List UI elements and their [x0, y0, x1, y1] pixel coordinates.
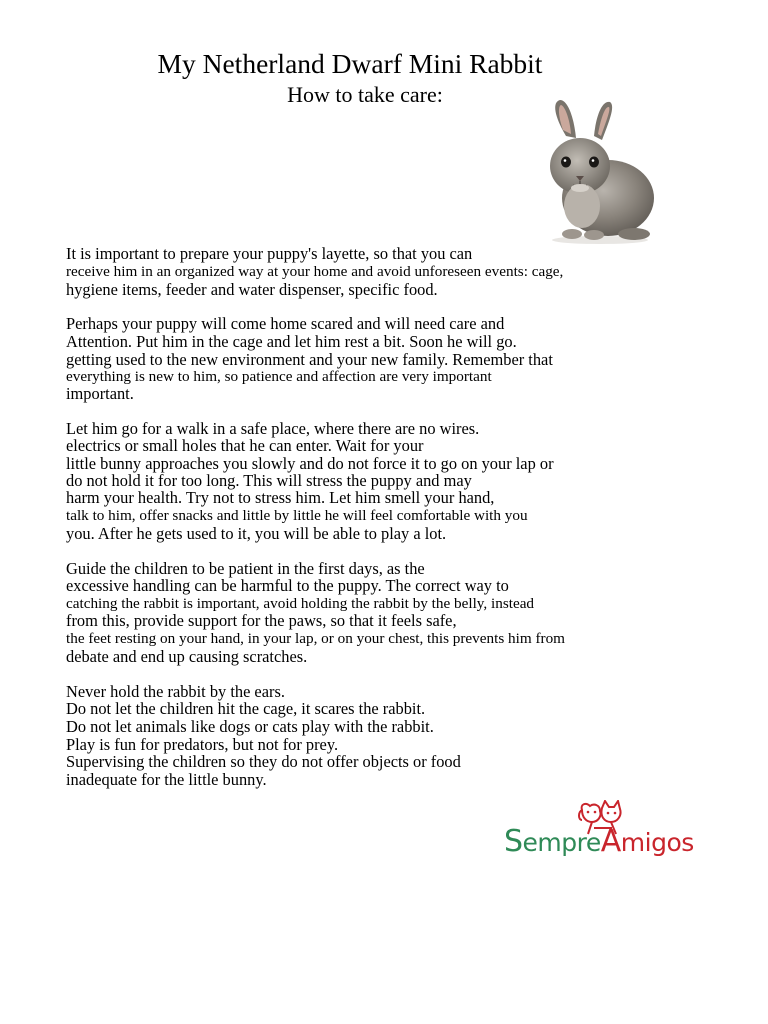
body-text-line: debate and end up causing scratches. [66, 647, 308, 666]
body-text-line: Guide the children to be patient in the first days, as the [66, 559, 425, 578]
body-text-line: from this, provide support for the paws, so that it feels safe, [66, 611, 457, 630]
page-title: My Netherland Dwarf Mini Rabbit [157, 48, 543, 79]
body-text-line: electrics or small holes that he can enter. Wait for your [66, 436, 424, 455]
body-text-line: Play is fun for predators, but not for prey. [66, 735, 339, 754]
page-subtitle: How to take care: [287, 82, 443, 107]
sempre-amigos-logo [500, 800, 694, 864]
body-text-line: you. After he gets used to it, you will be able to play a lot. [66, 524, 447, 543]
body-text-line: Do not let the children hit the cage, it scares the rabbit. [66, 699, 426, 718]
body-text-line: Supervising the children so they do not offer objects or food [66, 752, 461, 771]
body-text-line: receive him in an organized way at your home and avoid unforeseen events: cage, [66, 263, 564, 280]
body-text-line: excessive handling can be harmful to the puppy. The correct way to [66, 576, 509, 595]
body-text-line: Do not let animals like dogs or cats play with the rabbit. [66, 717, 434, 736]
body-text-line: inadequate for the little bunny. [66, 770, 267, 789]
body-text-line: Perhaps your puppy will come home scared and will need care and [66, 314, 505, 333]
logo-wordmark: SempreAmigos [504, 824, 694, 859]
rabbit-image [538, 96, 662, 244]
body-text-line: Let him go for a walk in a safe place, where there are no wires. [66, 419, 480, 438]
body-text-line: do not hold it for too long. This will stress the puppy and may [66, 471, 472, 490]
body-text-line: harm your health. Try not to stress him. Let him smell your hand, [66, 488, 495, 507]
body-text-line: talk to him, offer snacks and little by little he will feel comfortable with you [66, 507, 528, 524]
body-text-line: getting used to the new environment and your new family. Remember that [66, 350, 553, 369]
body-text-line: catching the rabbit is important, avoid holding the rabbit by the belly, instead [66, 595, 535, 612]
body-text-line: hygiene items, feeder and water dispenser, specific food. [66, 280, 438, 299]
body-text-line: important. [66, 384, 134, 403]
body-text-line: Attention. Put him in the cage and let him rest a bit. Soon he will go. [66, 332, 517, 351]
body-text-line: little bunny approaches you slowly and do not force it to go on your lap or [66, 454, 554, 473]
body-text-line: It is important to prepare your puppy's layette, so that you can [66, 244, 473, 263]
body-text-line: Never hold the rabbit by the ears. [66, 682, 285, 701]
body-text-line: everything is new to him, so patience and affection are very important [66, 368, 492, 385]
body-text-line: the feet resting on your hand, in your lap, or on your chest, this prevents him from [66, 630, 565, 647]
